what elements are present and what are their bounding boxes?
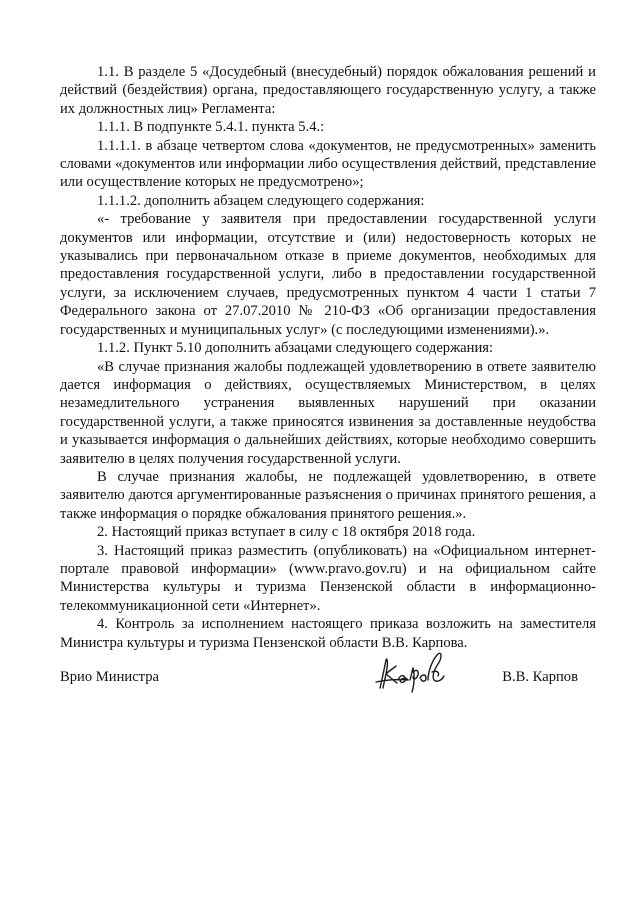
paragraph-1-1-1-1: 1.1.1.1. в абзаце четвертом слова «документов, не предусмотренных» заменить словами «документов или информации либо осуществления действий, представление или осуществление которых не предусмотрено»; [60,137,596,191]
signatory-name: В.В. Карпов [502,669,578,685]
signatory-position: Врио Министра [60,669,159,685]
paragraph-3-publication: 3. Настоящий приказ разместить (опубликовать) на «Официальном интернет-портале правовой информации» (www.pravo.gov.ru) и на официальном сайте Министерства культуры и туризма Пензенской области в информационно-телекоммуникационной сети «Интернет». [60,542,596,614]
paragraph-4-control: 4. Контроль за исполнением настоящего приказа возложить на заместителя Министра культуры и туризма Пензенской области В.В. Карпова. [60,616,596,651]
paragraph-2-effective-date: 2. Настоящий приказ вступает в силу с 18 октября 2018 года. [97,524,476,541]
paragraph-1-1-1-2: 1.1.1.2. дополнить абзацем следующего содержания: [97,192,425,209]
handwritten-signature [372,650,460,696]
paragraph-quoted-requirement: «- требование у заявителя при предоставлении государственной услуги документов или информации, отсутствие и (или) недостоверность которых не указывались при первоначальном отказе в приеме документов, необходимых для предоставления государственной услуги, либо в предоставлении государственной услуги, за исключением случаев, предусмотренных пунктом 4 части 1 статьи 7 Федерального закона от 27.07.2010 № 210-ФЗ «Об организации предоставления государственных и муниципальных услуг» (с последующими изменениями).». [60,211,596,338]
document-body [60,63,596,652]
paragraph-complaint-satisfied: «В случае признания жалобы подлежащей удовлетворению в ответе заявителю дается информация о действиях, осуществляемых Министерством, в целях незамедлительного устранения выявленных нарушений при оказании государственной услуги, а также приносятся извинения за доставленные неудобства и указывается информация о дальнейших действиях, которые необходимо совершить заявителю в целях получения государственной услуги. [60,358,596,467]
signature-block [60,664,596,704]
paragraph-1-1: 1.1. В разделе 5 «Досудебный (внесудебный) порядок обжалования решений и действий (бездействия) органа, предоставляющего государственную услугу, а также их должностных лиц» Регламента: [60,64,596,117]
paragraph-complaint-rejected: В случае признания жалобы, не подлежащей удовлетворению, в ответе заявителю даются аргументированные разъяснения о причинах принятого решения, а также информация о порядке обжалования принятого решения.». [60,468,596,522]
paragraph-1-1-2: 1.1.2. Пункт 5.10 дополнить абзацами следующего содержания: [97,340,494,357]
paragraph-1-1-1: 1.1.1. В подпункте 5.4.1. пункта 5.4.: [97,119,325,136]
